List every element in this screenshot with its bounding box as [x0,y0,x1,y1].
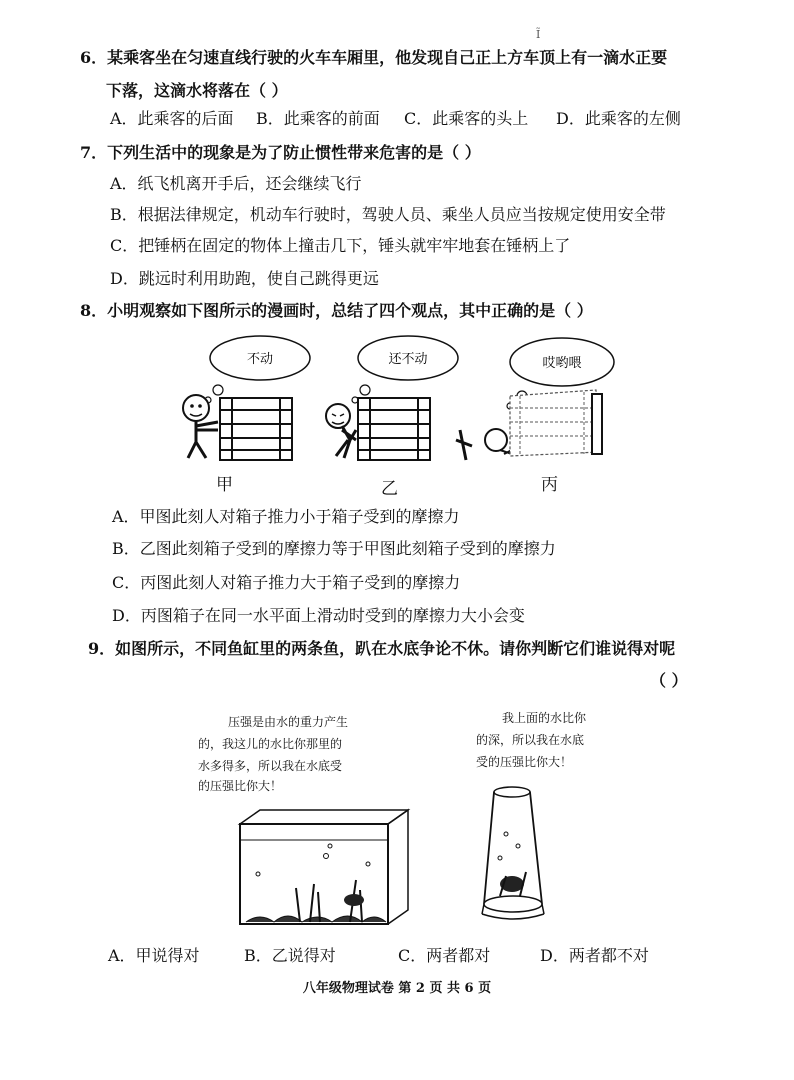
q6-line1: 6．某乘客坐在匀速直线行驶的火车车厢里，他发现自己正上方车顶上有一滴水正要 [80,48,668,67]
q6-line2: 下落，这滴水将落在（ ） [106,81,288,100]
left-fish-speech-3: 水多得多，所以我在水底受 [198,759,343,773]
thought-bubble-yi [352,336,458,403]
caption-jia: 甲 [216,475,233,495]
person-jia [183,395,218,458]
comic-figure [160,330,630,470]
q6-option-a: A．此乘客的后面 [110,109,234,128]
q7-option-d: D．跳远时利用助跑，使自己跳得更远 [110,269,379,288]
crate-bing [510,390,602,456]
q8-stem: 8．小明观察如下图所示的漫画时，总结了四个观点，其中正确的是（ ） [80,301,593,320]
q9-option-b: B．乙说得对 [244,946,336,965]
q8-option-b: B．乙图此刻箱子受到的摩擦力等于甲图此刻箱子受到的摩擦力 [112,539,556,558]
q9-answer-blank: （ ） [650,671,688,690]
q7-option-a: A．纸飞机离开手后，还会继续飞行 [110,174,362,193]
q8-option-c: C．丙图此刻人对箱子推力大于箱子受到的摩擦力 [112,573,461,592]
q6-option-d: D．此乘客的左侧 [556,109,681,128]
q7-stem: 7．下列生活中的现象是为了防止惯性带来危害的是（ ） [80,143,481,162]
bubble-text-bing: 哎哟喂 [542,356,582,371]
bubble-text-yi: 还不动 [388,352,428,367]
caption-bing: 丙 [541,475,558,495]
q8-option-a: A．甲图此刻人对箱子推力小于箱子受到的摩擦力 [112,507,460,526]
q9-option-d: D．两者都不对 [540,946,649,965]
wide-fish-tank [240,810,408,924]
crate-yi [358,398,430,460]
q7-option-c: C．把锤柄在固定的物体上撞击几下，锤头就牢牢地套在锤柄上了 [110,236,571,255]
tall-fish-tank [482,787,544,919]
q9-stem: 9．如图所示，不同鱼缸里的两条鱼，趴在水底争论不休。请你判断它们谁说得对呢 [88,639,676,658]
person-bing [456,429,516,460]
left-fish-speech-1: 压强是由水的重力产生 [228,715,349,729]
fish-tank-figure [230,784,560,934]
right-fish-speech-2: 的深，所以我在水底 [476,733,585,747]
q9-option-a: A．甲说得对 [108,946,200,965]
left-fish-speech-4: 的压强比你大！ [198,779,283,793]
right-fish-speech-3: 受的压强比你大！ [476,755,573,769]
q8-option-d: D．丙图箱子在同一水平面上滑动时受到的摩擦力大小会变 [112,606,525,625]
page-mark: Ĩ [536,28,541,41]
thought-bubble-jia [205,336,310,403]
q7-option-b: B．根据法律规定，机动车行驶时，驾驶人员、乘坐人员应当按规定使用安全带 [110,205,666,224]
page-footer: 八年级物理试卷 第 2 页 共 6 页 [302,981,492,996]
right-fish-speech-1: 我上面的水比你 [502,711,587,725]
q6-option-b: B．此乘客的前面 [256,109,380,128]
q6-option-c: C．此乘客的头上 [404,109,529,128]
left-fish-speech-2: 的，我这儿的水比你那里的 [198,737,343,751]
person-yi [326,404,356,458]
q9-option-c: C．两者都对 [398,946,491,965]
caption-yi: 乙 [381,479,398,499]
bubble-text-jia: 不动 [246,352,274,367]
crate-jia [220,398,292,460]
